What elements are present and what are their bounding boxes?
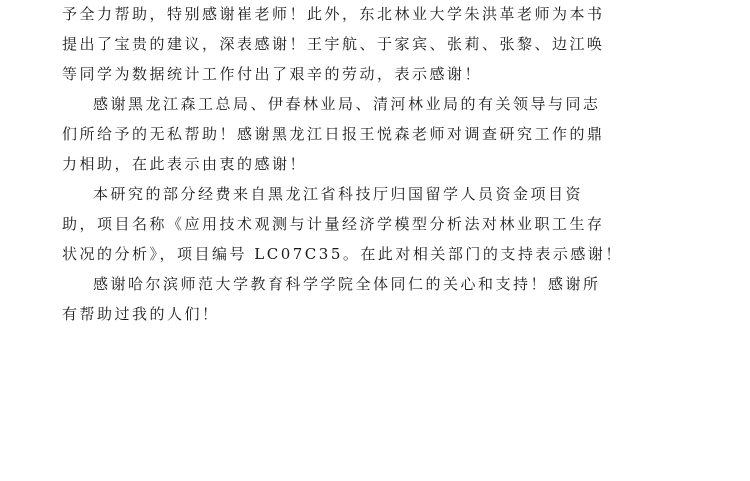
paragraph-2-line-1: 感谢黑龙江森工总局、伊春林业局、清河林业局的有关领导与同志 [93, 95, 601, 113]
paragraph-2-line-2: 们所给予的无私帮助！感谢黑龙江日报王悦森老师对调查研究工作的鼎 [62, 125, 605, 143]
paragraph-3-line-2: 助，项目名称《应用技术观测与计量经济学模型分析法对林业职工生存 [62, 215, 605, 233]
paragraph-4-line-1: 感谢哈尔滨师范大学教育科学学院全体同仁的关心和支持！感谢所 [93, 275, 601, 293]
paragraph-1-line-3: 等同学为数据统计工作付出了艰辛的劳动，表示感谢！ [62, 65, 483, 83]
paragraph-2-line-3: 力相助，在此表示由衷的感谢！ [62, 155, 308, 173]
paragraph-1-line-2: 提出了宝贵的建议，深表感谢！王宇航、于家宾、张莉、张黎、边江唤 [62, 35, 605, 53]
paragraph-3-line-1: 本研究的部分经费来自黑龙江省科技厅归国留学人员资金项目资 [93, 185, 584, 203]
paragraph-1-line-1: 予全力帮助，特别感谢崔老师！此外，东北林业大学朱洪革老师为本书 [62, 5, 605, 23]
paragraph-4-line-2: 有帮助过我的人们！ [62, 305, 220, 323]
paragraph-3-line-3: 状况的分析》，项目编号 LC07C35。在此对相关部门的支持表示感谢！ [62, 245, 623, 263]
